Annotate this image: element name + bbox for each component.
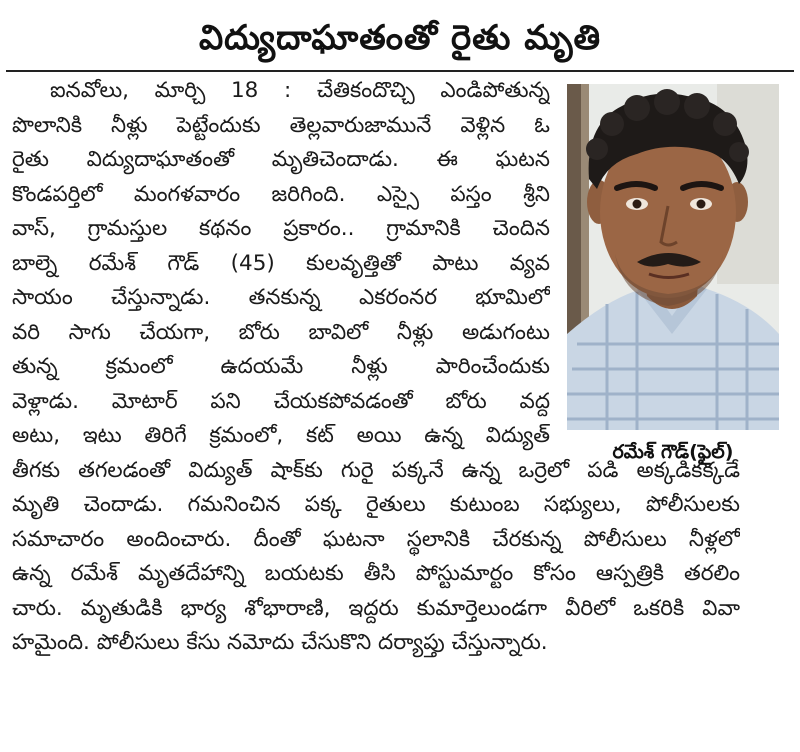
article-line: తీగకు తగలడంతో విద్యుత్ షాక్‌కు గురై పక్కనే ఉన్న ఒర్రెలో పడి అక్కడికక్కడే — [12, 457, 740, 483]
article-line: పొలానికి నీళ్లు పెట్టేందుకు తెల్లవారుజామునే వెళ్లిన ఓ — [12, 112, 550, 138]
article-line: బాల్నె రమేశ్ గౌడ్ (45) కులవృత్తితో పాటు వ్యవ — [12, 250, 550, 276]
article-line: సాయం చేస్తున్నాడు. తనకున్న ఎకరంనర భూమిలో — [12, 285, 550, 310]
article-line: అటు, ఇటు తిరిగే క్రమంలో, కట్ అయి ఉన్న విద్యుత్ — [12, 423, 550, 448]
article-line: వెళ్లాడు. మోటార్ పని చేయకపోవడంతో బోరు వద్ద — [12, 388, 550, 414]
article-line: తున్న క్రమంలో ఉదయమే నీళ్లు పారించేందుకు — [12, 354, 550, 379]
article-line: హమైంది. పోలీసులు కేసు నమోదు చేసుకొని దర్యాప్తు చేస్తున్నారు. — [12, 630, 548, 655]
article-line: సమాచారం అందించారు. దీంతో ఘటనా స్థలానికి చేరకున్న పోలీసులు నీళ్లలో — [12, 526, 740, 552]
portrait-illustration — [567, 84, 779, 430]
article-line: వాస్, గ్రామస్తుల కథనం ప్రకారం.. గ్రామానికి చెందిన — [12, 216, 550, 241]
article-line: రైతు విద్యుదాఘాతంతో మృతిచెందాడు. ఈ ఘటన — [12, 147, 550, 172]
article-line: వరి సాగు చేయగా, బోరు బావిలో నీళ్లు అడుగంటు — [12, 319, 550, 345]
article-line: ఐనవోలు, మార్చి 18 : చేతికందొచ్చి ఎండిపోతున్న — [50, 78, 550, 103]
photo-caption: రమేశ్ గౌడ్(ఫైల్) — [612, 441, 734, 463]
portrait-photo — [567, 84, 779, 430]
headline-divider — [6, 70, 794, 72]
headline: విద్యుదాఘాతంతో రైతు మృతి — [198, 18, 602, 58]
article-line: మృతి చెందాడు. గమనించిన పక్క రైతులు కుటుంబ సభ్యులు, పోలీసులకు — [12, 492, 740, 517]
article-line: చారు. మృతుడికి భార్య శోభారాణి, ఇద్దరు కుమార్తెలుండగా వీరిలో ఒకరికి వివా — [12, 595, 740, 621]
article-line: కొండపర్తిలో మంగళవారం జరిగింది. ఎస్సై పస్తం శ్రీని — [12, 181, 550, 207]
article-line: ఉన్న రమేశ్ మృతదేహాన్ని బయటకు తీసి పోస్టుమార్టం కోసం ఆస్పత్రికి తరలిం — [12, 561, 740, 586]
